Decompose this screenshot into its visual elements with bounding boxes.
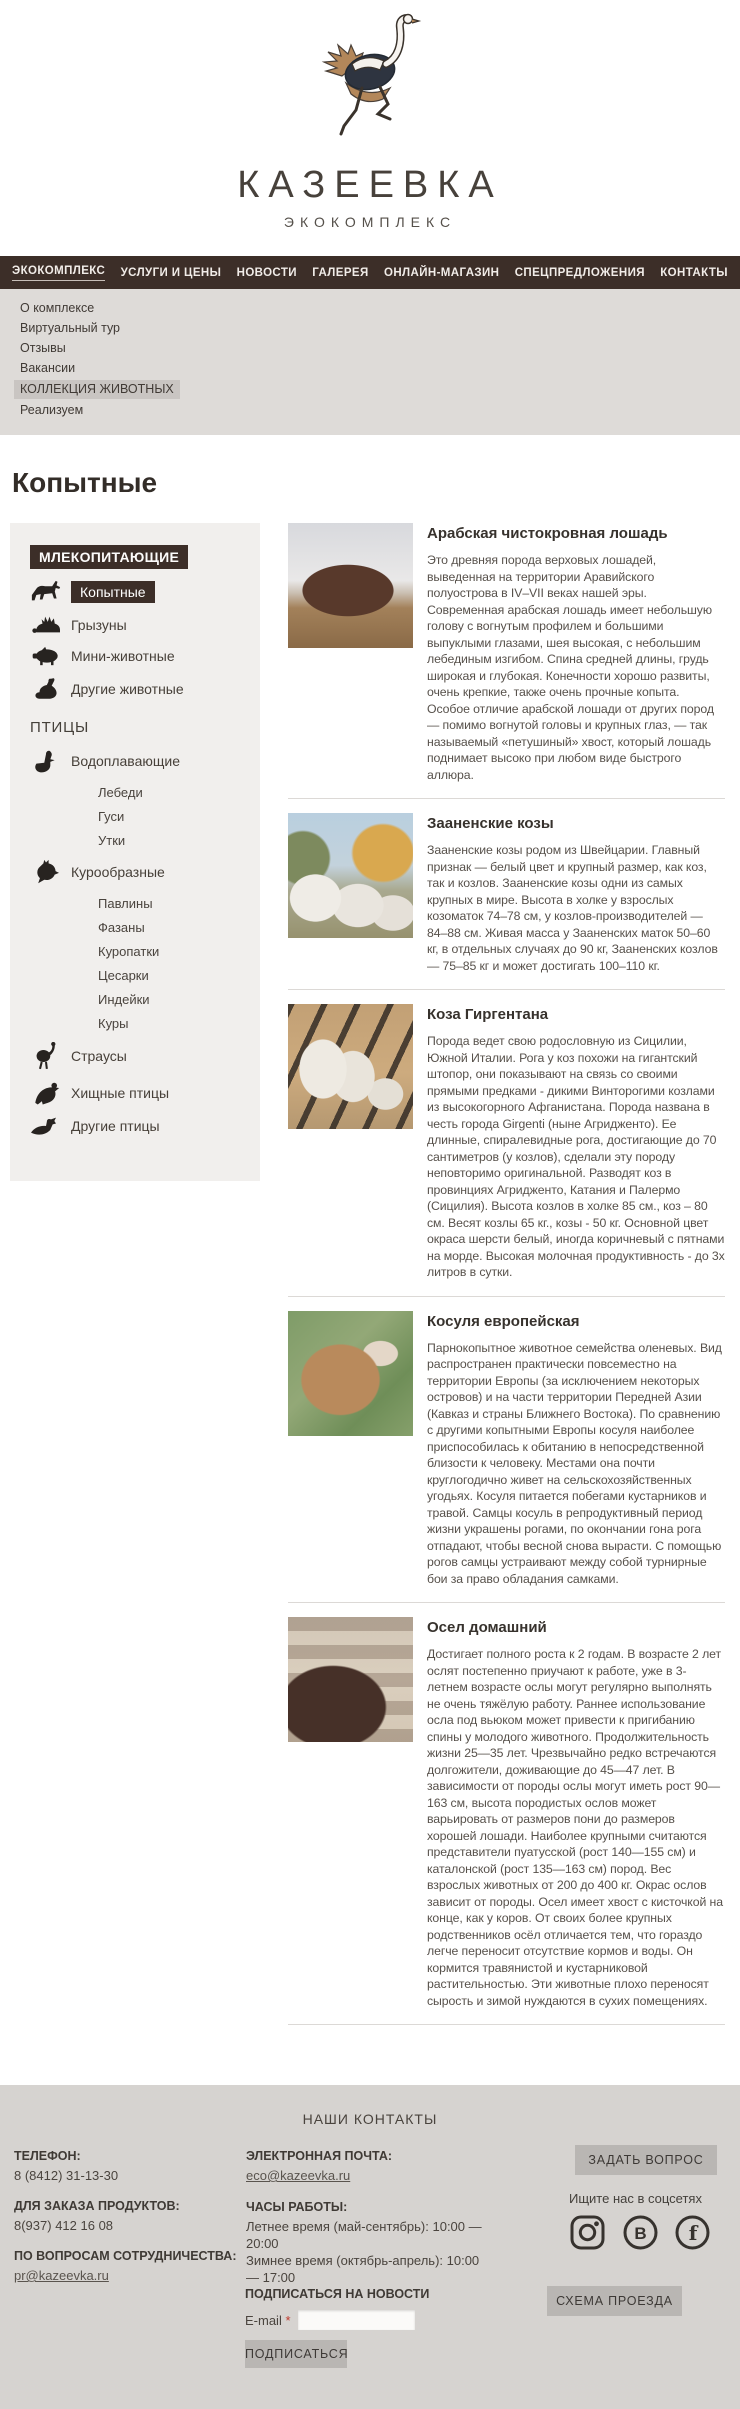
animal-section xyxy=(288,1004,725,1297)
animal-description: Зааненские козы родом из Швейцарии. Главный признак — белый цвет и крупный размер, как коз, так и козлов. Зааненские козы одни из самых крупных в мире. Высота в холке у взрослых козоматок 74–78 см, у козлов-производителей — 84–88 см. Живая масса у Зааненских маток 50–60 кг, в отдельных случаях до 90 кг, Зааненских козлов — 75–85 кг и может достигать 100–110 кг. xyxy=(427,843,718,973)
cooperation-email-link[interactable]: pr@kazeevka.ru xyxy=(14,2268,109,2283)
sidebar-item-label: Водоплавающие xyxy=(71,753,180,769)
animal-title: Арабская чистокровная лошадь xyxy=(427,525,668,542)
horse-photo xyxy=(288,523,413,648)
subscribe-block xyxy=(245,2287,429,2368)
required-mark: * xyxy=(285,2312,291,2328)
instagram-icon[interactable] xyxy=(569,2214,606,2251)
horse-icon xyxy=(30,580,62,603)
sidebar-subitem[interactable]: Утки xyxy=(98,833,126,848)
footer-heading: НАШИ КОНТАКТЫ xyxy=(302,2111,438,2127)
sidebar-item[interactable] xyxy=(30,1116,260,1136)
map-button[interactable]: СХЕМА ПРОЕЗДА xyxy=(547,2286,682,2316)
sidebar-item[interactable] xyxy=(30,646,260,666)
roedeer-photo xyxy=(288,1311,413,1436)
footer xyxy=(0,2085,740,2409)
sidebar-item[interactable] xyxy=(30,1042,260,1070)
phone-number: 8 (8412) 31-13-30 xyxy=(14,2168,119,2183)
subscribe-label: ПОДПИСАТЬСЯ НА НОВОСТИ xyxy=(245,2287,430,2301)
hours-summer: Летнее время (май-сентябрь): 10:00 — 20:00 xyxy=(246,2219,482,2251)
phone-label: ТЕЛЕФОН: xyxy=(14,2149,81,2163)
animal-list xyxy=(288,523,725,2039)
submenu-row xyxy=(0,380,740,399)
submenu-item[interactable]: О комплексе xyxy=(20,301,95,315)
sidebar-subitem[interactable]: Павлины xyxy=(98,896,153,911)
submenu-item[interactable]: Реализуем xyxy=(20,403,84,417)
vk-icon[interactable] xyxy=(622,2214,659,2251)
eagle-icon xyxy=(30,1081,62,1105)
hours-winter: Зимнее время (октябрь-апрель): 10:00 — 17:00 xyxy=(246,2253,480,2285)
ask-question-button[interactable]: ЗАДАТЬ ВОПРОС xyxy=(575,2145,717,2175)
submenu xyxy=(0,289,740,435)
brand-title: КАЗЕЕВКА xyxy=(237,164,503,206)
animal-text xyxy=(427,1004,725,1281)
peacock-icon xyxy=(30,1116,62,1136)
sidebar-item-label: Грызуны xyxy=(71,616,127,633)
sidebar-subitem[interactable]: Куры xyxy=(98,1016,129,1031)
submenu-row xyxy=(0,340,740,357)
porcupine-icon xyxy=(30,614,62,635)
ostrich-logo-drawing xyxy=(280,10,460,162)
animal-section xyxy=(288,523,725,799)
rabbit-icon xyxy=(30,677,62,701)
facebook-icon[interactable] xyxy=(674,2214,711,2251)
sidebar-item-label: Другие птицы xyxy=(71,1118,160,1134)
submenu-item[interactable]: КОЛЛЕКЦИЯ ЖИВОТНЫХ xyxy=(14,380,180,399)
ostrich-logo xyxy=(0,10,740,162)
sidebar-item[interactable] xyxy=(30,614,260,635)
svg-text:В: В xyxy=(633,2224,647,2243)
animal-section xyxy=(288,1311,725,1604)
animal-text xyxy=(427,813,725,974)
pig-icon xyxy=(30,646,62,666)
submenu-row xyxy=(0,360,740,377)
submenu-row xyxy=(0,402,740,419)
submenu-row xyxy=(0,320,740,337)
nav-item[interactable]: ОНЛАЙН-МАГАЗИН xyxy=(383,266,500,279)
nav-item[interactable]: СПЕЦПРЕДЛОЖЕНИЯ xyxy=(514,266,645,279)
sidebar-item-label: Страусы xyxy=(71,1048,127,1064)
nav-item[interactable]: ГАЛЕРЕЯ xyxy=(312,266,369,279)
cooperation-label: ПО ВОПРОСАМ СОТРУДНИЧЕСТВА: xyxy=(14,2249,237,2263)
main-nav xyxy=(0,256,740,289)
animal-section xyxy=(288,1617,725,2025)
submenu-item[interactable]: Виртуальный тур xyxy=(20,321,120,335)
sidebar-item[interactable] xyxy=(30,859,260,885)
submenu-item[interactable]: Отзывы xyxy=(20,341,66,355)
social-icons xyxy=(569,2214,711,2251)
hours-label: ЧАСЫ РАБОТЫ: xyxy=(246,2200,348,2214)
sidebar-item-label: Другие животные xyxy=(71,681,184,697)
nav-item[interactable]: ЭКОКОМПЛЕКС xyxy=(12,265,105,281)
sidebar-item-label: Копытные xyxy=(71,581,155,603)
animal-description: Порода ведет свою родословную из Сицилии, Южной Италии. Рога у коз похожи на гигантский штопор, они показывают на связь со своими прямыми предками - дикими Винторогими козлами из высокогорного Афганистана. Порода названа в честь города Girgenti (ныне Агридженто). Ее длинные, спиралевидные рога, достигающие до 70 сантиметров (у козлов), сделали эту породу неповторимо оригинальной. Разводят коз в провинциях Агридженто, Катания и Палермо (Сицилия). Высота козлов в холке 85 см., коз – 80 см. Весят козлы 65 кг., козы - 50 кг. Основной цвет окраса шерсти белый, иногда коричневый с пятнами на морде. Высокая молочная продуктивность - до 3х литров в сутки. xyxy=(427,1034,725,1279)
saanen-photo xyxy=(288,813,413,938)
social-block xyxy=(569,2191,711,2251)
brand-subtitle: ЭКОКОМПЛЕКС xyxy=(283,214,457,230)
email-field-label: E-mail * xyxy=(245,2312,291,2328)
footer-column-info xyxy=(246,2149,486,2301)
sidebar-subitem[interactable]: Индейки xyxy=(98,992,150,1007)
duck-icon xyxy=(30,748,62,774)
animal-title: Зааненские козы xyxy=(427,815,554,832)
footer-column-contacts xyxy=(14,2149,246,2301)
animal-section xyxy=(288,813,725,990)
sidebar-item-label: Мини-животные xyxy=(71,648,175,664)
nav-item[interactable]: КОНТАКТЫ xyxy=(660,266,728,279)
animal-text xyxy=(427,523,725,783)
sidebar-group-heading: ПТИЦЫ xyxy=(30,719,90,736)
sidebar-item[interactable] xyxy=(30,580,260,603)
animal-description: Достигает полного роста к 2 годам. В возрасте 2 лет ослят постепенно приучают к работе, уже в 3-летнем возрасте ослы могут регулярно выполнять не очень тяжёлую работу. Раннее использование осла под вьюком может привести к пригибанию спины у молодого животного. Продолжительность жизни 25—35 лет. Чрезвычайно редко встречаются долгожители, доживающие до 45—47 лет. В зависимости от породы ослы могут иметь рост 90—163 см, высота породистых ослов может варьировать от размеров пони до размеров хорошей лошади. Наиболее крупными считаются представители пуатусской (рост 140—155 см) и каталонской (рост 135—163 см) пород. Вес взрослых животных от 200 до 400 кг. Окрас ослов зависит от породы. Осел имеет хвост с кисточкой на конце, как у коров. От своих более крупных родственников осёл отличается тем, что гораздо легче переносит отсутствие кормов и воды. Он кормится травянистой и кустарниковой растительностью. Эти животные плохо переносят сырость и зимой нуждаются в сухих помещениях. xyxy=(427,1647,723,2008)
nav-item[interactable]: УСЛУГИ И ЦЕНЫ xyxy=(120,266,222,279)
animal-description: Парнокопытное животное семейства оленевых. Вид распространен практически повсеместно на территории Европы (за исключением некоторых островов) и на части территории Передней Азии (Кавказ и страны Ближнего Востока). По сравнению с другими копытными Европы косуля наиболее приспособилась к обитанию в непосредственной близости к человеку. Местами она почти круглогодично живет на сельскохозяйственных угодьях. Косуля питается побегами кустарников и травой. Самцы косуль в репродуктивный период жизни украшены рогами, по окончании гона рога отпадают, чтобы весной снова вырасти. С помощью рогов самцы устраивают между собой турнирные бои за право обладания самками. xyxy=(427,1340,722,1586)
animal-text xyxy=(427,1311,725,1588)
sidebar-item[interactable] xyxy=(30,748,260,774)
email-input[interactable] xyxy=(298,2310,415,2330)
sidebar-item-label: Хищные птицы xyxy=(71,1085,170,1101)
orders-phone: 8(937) 412 16 08 xyxy=(14,2218,114,2233)
donkey-photo xyxy=(288,1617,413,1742)
animal-title: Косуля европейская xyxy=(427,1312,580,1330)
animal-title: Осел домашний xyxy=(427,1619,547,1636)
sidebar-item-label: Курообразные xyxy=(71,864,165,880)
ostrich-icon xyxy=(30,1042,62,1070)
subscribe-button[interactable]: ПОДПИСАТЬСЯ xyxy=(245,2340,347,2368)
sidebar-subitem[interactable]: Гуси xyxy=(98,809,125,824)
submenu-row xyxy=(0,300,740,317)
nav-item[interactable]: НОВОСТИ xyxy=(236,266,297,279)
animal-text xyxy=(427,1617,725,2009)
page-title: Копытные xyxy=(12,467,158,498)
animal-title: Коза Гиргентана xyxy=(427,1006,549,1023)
svg-text:f: f xyxy=(688,2221,698,2245)
sidebar-subitem[interactable]: Фазаны xyxy=(98,920,145,935)
email-label: ЭЛЕКТРОННАЯ ПОЧТА: xyxy=(246,2149,393,2163)
sidebar-group-heading[interactable]: МЛЕКОПИТАЮЩИЕ xyxy=(30,545,188,569)
orders-label: ДЛЯ ЗАКАЗА ПРОДУКТОВ: xyxy=(14,2199,180,2213)
site-header xyxy=(0,0,740,230)
sidebar-subitem[interactable]: Куропатки xyxy=(98,944,160,959)
sidebar-subitem[interactable]: Цесарки xyxy=(98,968,149,983)
submenu-item[interactable]: Вакансии xyxy=(20,361,76,375)
animal-description: Это древняя порода верховых лошадей, выведенная на территории Аравийского полуострова в IV–VII веках нашей эры. Современная арабская лошадь имеет небольшую голову с вогнутым профилем и большими выпуклыми глазами, шея высокая, с небольшим лебединым изгибом. Спина средней длины, грудь широкая и глубокая. Конечности хорошо развиты, очень крепкие, также очень прочные копыта. Особое отличие арабской лошади от других пород — помимо вогнутой головы и крупных глаз, — так называемый «петушиный» хвост, который лошадь поднимает высоко при любом виде быстрого аллюра. xyxy=(427,553,714,782)
sidebar xyxy=(10,523,260,1181)
sidebar-item[interactable] xyxy=(30,677,260,701)
sidebar-item[interactable] xyxy=(30,1081,260,1105)
sidebar-subitem[interactable]: Лебеди xyxy=(98,785,143,800)
email-link[interactable]: eco@kazeevka.ru xyxy=(246,2168,351,2183)
social-label: Ищите нас в соцсетях xyxy=(569,2191,702,2206)
content-area xyxy=(0,523,740,2039)
chicken-icon xyxy=(30,859,62,885)
girgentana-photo xyxy=(288,1004,413,1129)
